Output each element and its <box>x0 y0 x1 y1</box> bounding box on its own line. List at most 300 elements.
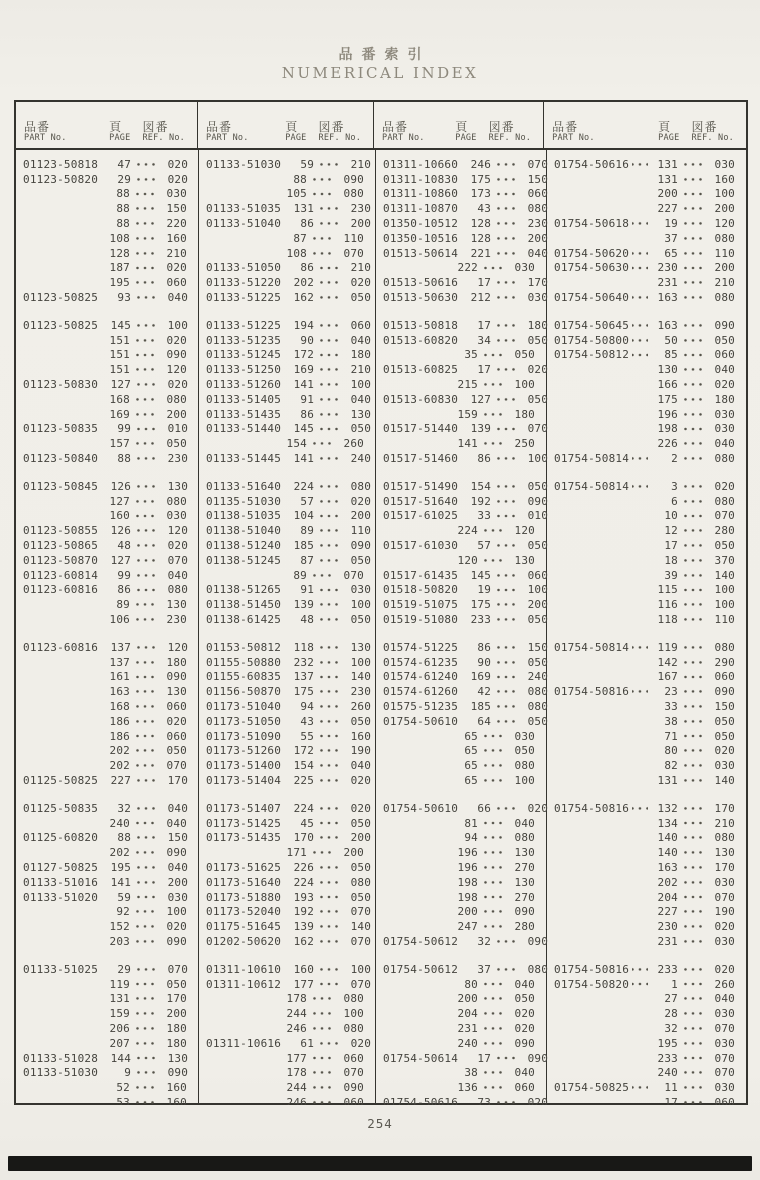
dot-leader <box>209 1051 277 1066</box>
page-value: 171 <box>286 846 307 860</box>
dot-separator <box>317 318 341 333</box>
ref-value: 050 <box>714 539 735 553</box>
part-number: 01173-51260 <box>206 744 282 758</box>
ref-value: 100 <box>514 773 535 787</box>
page-value: 140 <box>657 831 678 845</box>
ref-value: 060 <box>514 1081 535 1095</box>
page-value: 172 <box>293 348 315 362</box>
ref-value: 150 <box>714 699 735 713</box>
index-row <box>16 962 198 977</box>
page-value: 131 <box>109 992 130 1006</box>
dot-separator <box>481 830 505 845</box>
dot-separator <box>133 991 157 1006</box>
page-value: 227 <box>657 202 678 216</box>
ref-value: 180 <box>166 1036 187 1050</box>
index-row <box>376 773 546 788</box>
dot-separator <box>494 494 518 509</box>
ref-value: 090 <box>714 685 735 699</box>
index-row <box>376 290 549 305</box>
part-number: 01123-50818 <box>23 157 99 171</box>
dot-separator <box>134 890 158 905</box>
index-row <box>547 773 746 788</box>
index-row <box>199 216 375 231</box>
page-value: 204 <box>657 890 678 904</box>
index-row <box>376 875 546 890</box>
dot-leader <box>26 231 100 246</box>
dot-separator <box>317 509 341 524</box>
ref-value: 040 <box>514 977 535 991</box>
page-value: 128 <box>109 246 130 260</box>
page-value: 134 <box>657 816 678 830</box>
page-value: 37 <box>477 962 492 976</box>
page-value: 244 <box>286 1007 307 1021</box>
ref-value: 050 <box>527 655 549 669</box>
dot-separator <box>317 758 341 773</box>
index-row <box>547 436 746 451</box>
index-row <box>547 187 746 202</box>
index-row <box>547 290 746 305</box>
page-value: 86 <box>300 217 315 231</box>
entry-block <box>199 479 375 627</box>
page-value: 127 <box>110 378 132 392</box>
page-value: 175 <box>470 598 492 612</box>
part-number: 01513-60820 <box>383 333 459 347</box>
index-row <box>376 377 546 392</box>
index-row <box>547 451 746 466</box>
part-number: 01133-51220 <box>206 276 282 290</box>
part-number: 01173-51050 <box>206 714 282 728</box>
page-value: 89 <box>293 568 307 582</box>
page-value: 86 <box>300 407 315 421</box>
index-row <box>376 362 549 377</box>
page-value: 17 <box>477 363 492 377</box>
dot-leader <box>26 362 100 377</box>
dot-leader <box>557 275 648 290</box>
dot-leader <box>26 1036 100 1051</box>
index-row <box>547 758 746 773</box>
dot-separator <box>133 362 157 377</box>
ref-value: 200 <box>167 875 189 889</box>
ref-value: 060 <box>166 729 187 743</box>
index-row <box>16 216 198 231</box>
dot-separator <box>681 201 705 216</box>
index-row <box>199 538 375 553</box>
dot-leader <box>557 597 648 612</box>
dot-separator <box>681 509 705 524</box>
dot-separator <box>681 743 705 758</box>
index-row <box>376 436 546 451</box>
index-row <box>376 318 549 333</box>
dot-separator <box>317 451 341 466</box>
dot-leader <box>386 523 448 538</box>
dot-separator <box>317 494 341 509</box>
dot-separator <box>681 991 705 1006</box>
part-number: 01519-51080 <box>383 613 459 626</box>
dot-separator <box>681 1036 705 1051</box>
dot-separator <box>134 523 158 538</box>
index-row <box>547 640 746 655</box>
dot-leader <box>26 934 100 949</box>
page-value: 240 <box>457 1036 478 1050</box>
part-number: 01518-50820 <box>383 583 459 597</box>
ref-value: 210 <box>714 276 735 290</box>
ref-no-kanji: 図番 <box>691 120 718 135</box>
dot-leader <box>386 1080 448 1095</box>
ref-no-kanji: 図番 <box>142 120 169 135</box>
index-row <box>199 1051 375 1066</box>
page-value: 196 <box>457 846 478 860</box>
page-value: 82 <box>664 759 678 773</box>
page-value: 202 <box>109 846 130 860</box>
dot-leader <box>209 1080 277 1095</box>
dot-separator <box>681 172 705 187</box>
dot-leader <box>26 1021 100 1036</box>
dot-separator <box>494 362 518 377</box>
page-value: 88 <box>116 217 130 231</box>
dot-separator <box>681 1095 705 1105</box>
dot-separator <box>317 670 341 685</box>
ref-value: 270 <box>514 890 535 904</box>
page-value: 247 <box>457 920 478 934</box>
index-row <box>547 216 746 231</box>
part-number: 01517-61025 <box>383 509 459 523</box>
dot-separator <box>317 962 341 977</box>
page-value: 141 <box>293 452 315 466</box>
part-number: 01754-50610 <box>383 801 459 815</box>
index-row <box>16 583 198 598</box>
page-value: 231 <box>657 276 678 290</box>
page-value: 34 <box>477 333 492 347</box>
index-row <box>16 1095 198 1105</box>
ref-value: 080 <box>343 992 364 1006</box>
ref-value: 080 <box>714 452 735 466</box>
page-value: 139 <box>470 422 492 436</box>
dot-separator <box>481 758 505 773</box>
dot-leader <box>557 670 648 685</box>
ref-value: 020 <box>714 479 735 493</box>
table-body <box>16 150 746 1105</box>
dot-separator <box>494 290 518 305</box>
ref-value: 200 <box>714 261 735 275</box>
entry-block <box>16 157 198 305</box>
ref-value: 160 <box>350 729 372 743</box>
dot-separator <box>681 392 705 407</box>
dot-leader <box>386 436 448 451</box>
dot-separator <box>681 1065 705 1080</box>
dot-separator <box>317 773 341 788</box>
index-row <box>199 523 375 538</box>
index-row <box>376 699 549 714</box>
dot-separator <box>133 348 157 363</box>
page-value: 224 <box>457 524 478 538</box>
page-value: 11 <box>664 1081 678 1095</box>
entry-block <box>376 157 549 305</box>
ref-value: 040 <box>514 816 535 830</box>
ref-value: 160 <box>166 1095 187 1105</box>
index-row <box>199 172 375 187</box>
dot-separator <box>310 1021 334 1036</box>
dot-separator <box>134 479 158 494</box>
dot-separator <box>481 1065 505 1080</box>
part-number: 01133-51050 <box>206 261 282 275</box>
ref-value: 260 <box>714 977 735 991</box>
ref-value: 170 <box>714 801 735 815</box>
page-value: 141 <box>457 437 478 451</box>
dot-leader <box>632 261 648 276</box>
dot-separator <box>317 977 341 992</box>
part-number: 01754-50618 <box>554 217 630 231</box>
dot-separator <box>310 845 334 860</box>
index-row <box>547 407 746 422</box>
ref-value: 070 <box>527 422 549 436</box>
dot-separator <box>133 1021 157 1036</box>
dot-leader <box>26 845 100 860</box>
dot-leader <box>557 875 648 890</box>
ref-value: 090 <box>166 934 187 948</box>
page-value: 29 <box>117 172 132 186</box>
page-value: 141 <box>110 875 132 889</box>
page-value: 65 <box>464 744 478 758</box>
entry-block <box>547 962 746 1105</box>
entry-block <box>376 801 549 949</box>
dot-leader <box>386 743 448 758</box>
ref-value: 080 <box>527 962 549 976</box>
ref-value: 070 <box>350 905 372 919</box>
part-number: 01123-50820 <box>23 172 99 186</box>
dot-separator <box>681 1021 705 1036</box>
dot-separator <box>317 684 341 699</box>
ref-value: 230 <box>167 452 189 466</box>
dot-separator <box>317 714 341 729</box>
part-number: 01123-50870 <box>23 553 99 567</box>
index-row <box>376 538 549 553</box>
dot-separator <box>317 743 341 758</box>
dot-leader <box>209 172 277 187</box>
page-value: 163 <box>109 685 130 699</box>
ref-value: 050 <box>527 539 549 553</box>
ref-value: 050 <box>350 714 372 728</box>
part-number: 01123-50855 <box>23 524 99 538</box>
dot-separator <box>317 333 341 348</box>
ref-value: 020 <box>166 261 187 275</box>
dot-separator <box>310 1065 334 1080</box>
ref-value: 130 <box>714 846 735 860</box>
index-row <box>376 991 546 1006</box>
page-value: 106 <box>109 613 130 626</box>
ref-value: 170 <box>166 992 187 1006</box>
ref-value: 160 <box>166 231 187 245</box>
ref-value: 010 <box>167 422 189 436</box>
dot-separator <box>133 612 157 627</box>
part-number: 01517-51490 <box>383 479 459 493</box>
ref-value: 030 <box>166 187 187 201</box>
dot-separator <box>681 801 705 816</box>
part-number: 01133-51225 <box>206 291 282 305</box>
index-row <box>199 991 375 1006</box>
dot-leader <box>557 1036 648 1051</box>
part-number: 01517-61435 <box>383 568 459 582</box>
index-row <box>376 714 549 729</box>
ref-value: 130 <box>167 1051 189 1065</box>
ref-value: 080 <box>514 759 535 773</box>
index-row <box>547 261 746 276</box>
dot-separator <box>494 509 518 524</box>
dot-separator <box>481 875 505 890</box>
ref-value: 010 <box>527 509 549 523</box>
index-row <box>376 187 549 202</box>
index-row <box>16 919 198 934</box>
dot-separator <box>681 261 705 276</box>
ref-value: 180 <box>350 348 372 362</box>
dot-separator <box>133 758 157 773</box>
page-value: 80 <box>664 744 678 758</box>
dot-separator <box>310 1051 334 1066</box>
ref-value: 200 <box>714 202 735 216</box>
ref-value: 210 <box>350 157 372 171</box>
page-value: 141 <box>293 378 315 392</box>
page-value: 126 <box>110 479 132 493</box>
dot-leader <box>557 362 648 377</box>
page-value: 202 <box>293 276 315 290</box>
page-value: 226 <box>293 860 315 874</box>
dot-separator <box>681 684 705 699</box>
dot-leader <box>209 845 277 860</box>
page-value: 198 <box>657 422 678 436</box>
page-value: 233 <box>657 962 678 976</box>
ref-value: 070 <box>714 1066 735 1080</box>
part-number: 01517-51640 <box>383 494 459 508</box>
page-value: 139 <box>293 598 315 612</box>
index-row <box>547 479 746 494</box>
dot-leader <box>557 422 648 437</box>
page-value: 227 <box>110 773 132 787</box>
page-value: 136 <box>457 1081 478 1095</box>
part-number: 01574-61260 <box>383 685 459 699</box>
page-value: 192 <box>293 905 315 919</box>
dot-separator <box>681 1006 705 1021</box>
page-value: 99 <box>117 422 132 436</box>
page-value: 17 <box>477 318 492 332</box>
ref-value: 040 <box>167 291 189 305</box>
page-value: 33 <box>477 509 492 523</box>
ref-value: 030 <box>714 157 735 171</box>
ref-value: 050 <box>350 890 372 904</box>
part-number: 01125-60820 <box>23 831 99 845</box>
page-value: 196 <box>657 407 678 421</box>
ref-value: 070 <box>343 568 364 582</box>
dot-separator <box>134 377 158 392</box>
page-value: 185 <box>470 699 492 713</box>
ref-value: 120 <box>166 363 187 377</box>
dot-leader <box>557 523 648 538</box>
dot-separator <box>681 758 705 773</box>
dot-leader <box>557 1051 648 1066</box>
ref-value: 170 <box>167 773 189 787</box>
page-value: 45 <box>300 816 315 830</box>
page-value: 108 <box>286 246 307 260</box>
ref-value: 020 <box>514 1021 535 1035</box>
page-value: 202 <box>657 875 678 889</box>
dot-separator <box>310 568 334 583</box>
dot-separator <box>317 538 341 553</box>
dot-separator <box>133 904 157 919</box>
dot-leader <box>386 1006 448 1021</box>
dot-separator <box>133 934 157 949</box>
dot-leader <box>557 830 648 845</box>
page-value: 91 <box>300 583 315 597</box>
page-value: 43 <box>300 714 315 728</box>
part-number: 01311-10610 <box>206 962 282 976</box>
ref-value: 030 <box>514 261 535 275</box>
index-row <box>199 187 375 202</box>
entry-block <box>16 962 198 1105</box>
entry-block <box>376 640 549 788</box>
ref-value: 030 <box>714 875 735 889</box>
ref-value: 230 <box>527 217 549 231</box>
index-row <box>199 494 375 509</box>
part-number: 01138-61425 <box>206 613 282 626</box>
index-row <box>16 348 198 363</box>
ref-value: 130 <box>350 407 372 421</box>
ref-value: 080 <box>527 699 549 713</box>
dot-separator <box>133 729 157 744</box>
ref-value: 080 <box>350 875 372 889</box>
dot-leader <box>632 157 648 172</box>
dot-separator <box>681 407 705 422</box>
part-number: 01754-50800 <box>554 333 630 347</box>
page-value: 118 <box>657 613 678 626</box>
page-value: 193 <box>293 890 315 904</box>
page-value: 168 <box>109 392 130 406</box>
page-value: 88 <box>117 831 132 845</box>
ref-value: 070 <box>714 1051 735 1065</box>
dot-leader <box>632 216 648 231</box>
dot-leader <box>557 568 648 583</box>
index-row <box>199 962 375 977</box>
dot-separator <box>494 655 518 670</box>
dot-leader <box>386 890 448 905</box>
page-value: 35 <box>464 348 478 362</box>
ref-value: 090 <box>166 846 187 860</box>
index-row <box>16 934 198 949</box>
page-value: 90 <box>300 333 315 347</box>
part-number: 01513-50818 <box>383 318 459 332</box>
page-value: 224 <box>293 875 315 889</box>
dot-separator <box>681 568 705 583</box>
dot-leader <box>386 407 448 422</box>
dot-separator <box>133 845 157 860</box>
index-row <box>16 479 198 494</box>
index-row <box>376 684 549 699</box>
page-value: 137 <box>293 670 315 684</box>
dot-separator <box>481 407 505 422</box>
dot-leader <box>386 845 448 860</box>
index-row <box>376 1036 546 1051</box>
dot-separator <box>317 422 341 437</box>
part-number: 01517-51440 <box>383 422 459 436</box>
index-row <box>376 568 549 583</box>
page-value: 17 <box>664 539 678 553</box>
part-no-latin: PART No. <box>24 133 67 144</box>
page-value: 93 <box>117 291 132 305</box>
part-number: 01513-60830 <box>383 392 459 406</box>
ref-value: 080 <box>343 187 364 201</box>
index-row <box>16 1036 198 1051</box>
index-row <box>199 714 375 729</box>
part-no-header <box>552 121 595 143</box>
index-row <box>16 816 198 831</box>
dot-separator <box>317 655 341 670</box>
